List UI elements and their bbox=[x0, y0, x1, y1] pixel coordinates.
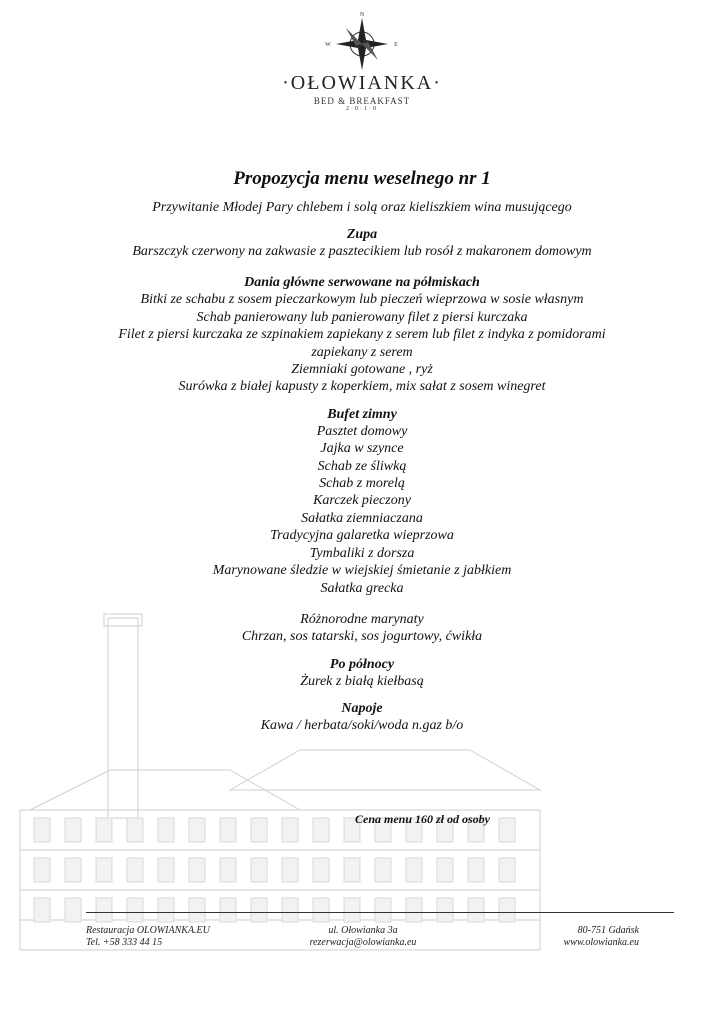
menu-price: Cena menu 160 zł od osoby bbox=[355, 812, 491, 826]
menu-item: Filet z piersi kurczaka ze szpinakiem zapiekany z serem lub filet z indyka z pomidorami bbox=[118, 327, 606, 343]
sketch-window bbox=[282, 818, 298, 842]
brand-name: ·OŁOWIANKA· bbox=[282, 72, 442, 94]
sketch-window bbox=[127, 898, 143, 922]
sketch-window bbox=[96, 858, 112, 882]
menu-item: Sałatka grecka bbox=[320, 580, 404, 596]
sketch-window bbox=[406, 898, 422, 922]
menu-item: Sałatka ziemniaczana bbox=[301, 510, 423, 526]
sketch-window bbox=[251, 858, 267, 882]
sketch-window bbox=[158, 818, 174, 842]
sketch-window bbox=[406, 858, 422, 882]
menu-title: Propozycja menu weselnego nr 1 bbox=[233, 168, 491, 189]
sketch-window bbox=[437, 858, 453, 882]
menu-item: Chrzan, sos tatarski, sos jogurtowy, ćwikła bbox=[241, 629, 483, 645]
sketch-window bbox=[34, 858, 50, 882]
menu-item: Pasztet domowy bbox=[316, 423, 408, 439]
sketch-window bbox=[96, 898, 112, 922]
footer-city: 80-751 Gdańsk bbox=[577, 925, 639, 936]
sketch-window bbox=[468, 898, 484, 922]
sketch-window bbox=[375, 898, 391, 922]
sketch-window bbox=[499, 818, 515, 842]
compass-east-label: E bbox=[394, 42, 398, 48]
menu-item: zapiekany z serem bbox=[311, 344, 413, 360]
footer-website-link[interactable]: www.olowianka.eu bbox=[563, 937, 639, 948]
sketch-window bbox=[189, 818, 205, 842]
footer-phone: Tel. +58 333 44 15 bbox=[86, 937, 163, 948]
sketch-window bbox=[65, 898, 81, 922]
footer-divider bbox=[86, 912, 674, 913]
sketch-window bbox=[468, 858, 484, 882]
compass-west-label: W bbox=[325, 42, 331, 48]
wedding-menu bbox=[0, 168, 724, 743]
footer-restaurant-name: Restauracja OLOWIANKA.EU bbox=[86, 925, 210, 936]
sketch-window bbox=[313, 858, 329, 882]
menu-item: Żurek z białą kiełbasą bbox=[300, 673, 424, 689]
menu-item: Schab z morelą bbox=[319, 476, 405, 492]
sketch-window bbox=[282, 898, 298, 922]
sketch-window bbox=[158, 858, 174, 882]
sketch-window bbox=[65, 818, 81, 842]
menu-item: Tymbaliki z dorsza bbox=[309, 545, 415, 561]
sketch-window bbox=[189, 898, 205, 922]
menu-item: Kawa / herbata/soki/woda n.gaz b/o bbox=[260, 718, 464, 734]
sketch-window bbox=[313, 818, 329, 842]
menu-intro: Przywitanie Młodej Pary chlebem i solą oraz kieliszkiem wina musującego bbox=[152, 200, 572, 215]
menu-section-main-dishes bbox=[0, 274, 724, 395]
sketch-window bbox=[220, 818, 236, 842]
menu-item: Marynowane śledzie w wiejskiej śmietanie z jabłkiem bbox=[212, 563, 512, 579]
compass-rose-icon bbox=[322, 8, 402, 70]
section-heading: Dania główne serwowane na półmiskach bbox=[244, 275, 480, 291]
menu-section-cold-buffet bbox=[0, 406, 724, 646]
brand-subtitle: BED & BREAKFAST bbox=[313, 96, 411, 106]
sketch-window bbox=[344, 898, 360, 922]
sketch-window bbox=[34, 818, 50, 842]
sketch-window bbox=[96, 818, 112, 842]
sketch-window bbox=[313, 898, 329, 922]
menu-item: Surówka z białej kapusty z koperkiem, mix sałat z sosem winegret bbox=[178, 379, 546, 395]
footer-contact-left bbox=[86, 925, 210, 949]
menu-item: Schab panierowany lub panierowany filet z piersi kurczaka bbox=[196, 309, 528, 325]
sketch-window bbox=[437, 898, 453, 922]
menu-section-after-midnight bbox=[0, 656, 724, 690]
sketch-window bbox=[499, 898, 515, 922]
section-heading: Zupa bbox=[346, 227, 378, 242]
section-heading: Bufet zimny bbox=[327, 406, 397, 422]
sketch-window bbox=[34, 898, 50, 922]
menu-item: Barszczyk czerwony na zakwasie z pasztecikiem lub rosół z makaronem domowym bbox=[132, 244, 592, 259]
sketch-window bbox=[282, 858, 298, 882]
menu-item: Bitki ze schabu z sosem pieczarkowym lub pieczeń wieprzowa w sosie własnym bbox=[140, 292, 584, 308]
sketch-window bbox=[220, 898, 236, 922]
sketch-window bbox=[375, 858, 391, 882]
sketch-window bbox=[127, 818, 143, 842]
menu-section-soup bbox=[0, 226, 724, 260]
footer-contact-middle bbox=[304, 925, 422, 949]
sketch-window bbox=[189, 858, 205, 882]
section-heading: Po północy bbox=[329, 656, 395, 672]
sketch-window bbox=[158, 898, 174, 922]
sketch-window bbox=[65, 858, 81, 882]
footer-street: ul. Ołowianka 3a bbox=[328, 925, 398, 936]
sketch-window bbox=[251, 818, 267, 842]
menu-item: Różnorodne marynaty bbox=[300, 611, 424, 627]
sketch-window bbox=[220, 858, 236, 882]
menu-item: Jajka w szynce bbox=[320, 441, 404, 457]
menu-item: Ziemniaki gotowane , ryż bbox=[291, 362, 433, 378]
section-heading: Napoje bbox=[341, 701, 383, 717]
menu-item: Schab ze śliwką bbox=[317, 458, 407, 474]
brand-year: 2·0·1·0 bbox=[346, 106, 378, 112]
brand-logo bbox=[0, 8, 724, 112]
menu-item: Karczek pieczony bbox=[313, 493, 411, 509]
sketch-window bbox=[499, 858, 515, 882]
footer-contact-right bbox=[500, 925, 639, 949]
sketch-window bbox=[251, 898, 267, 922]
sketch-window bbox=[344, 858, 360, 882]
sketch-window bbox=[127, 858, 143, 882]
footer-email-link[interactable]: rezerwacja@olowianka.eu bbox=[309, 937, 417, 948]
compass-north-label: N bbox=[359, 12, 365, 18]
menu-item: Tradycyjna galaretka wieprzowa bbox=[270, 528, 454, 544]
menu-section-drinks bbox=[0, 700, 724, 734]
